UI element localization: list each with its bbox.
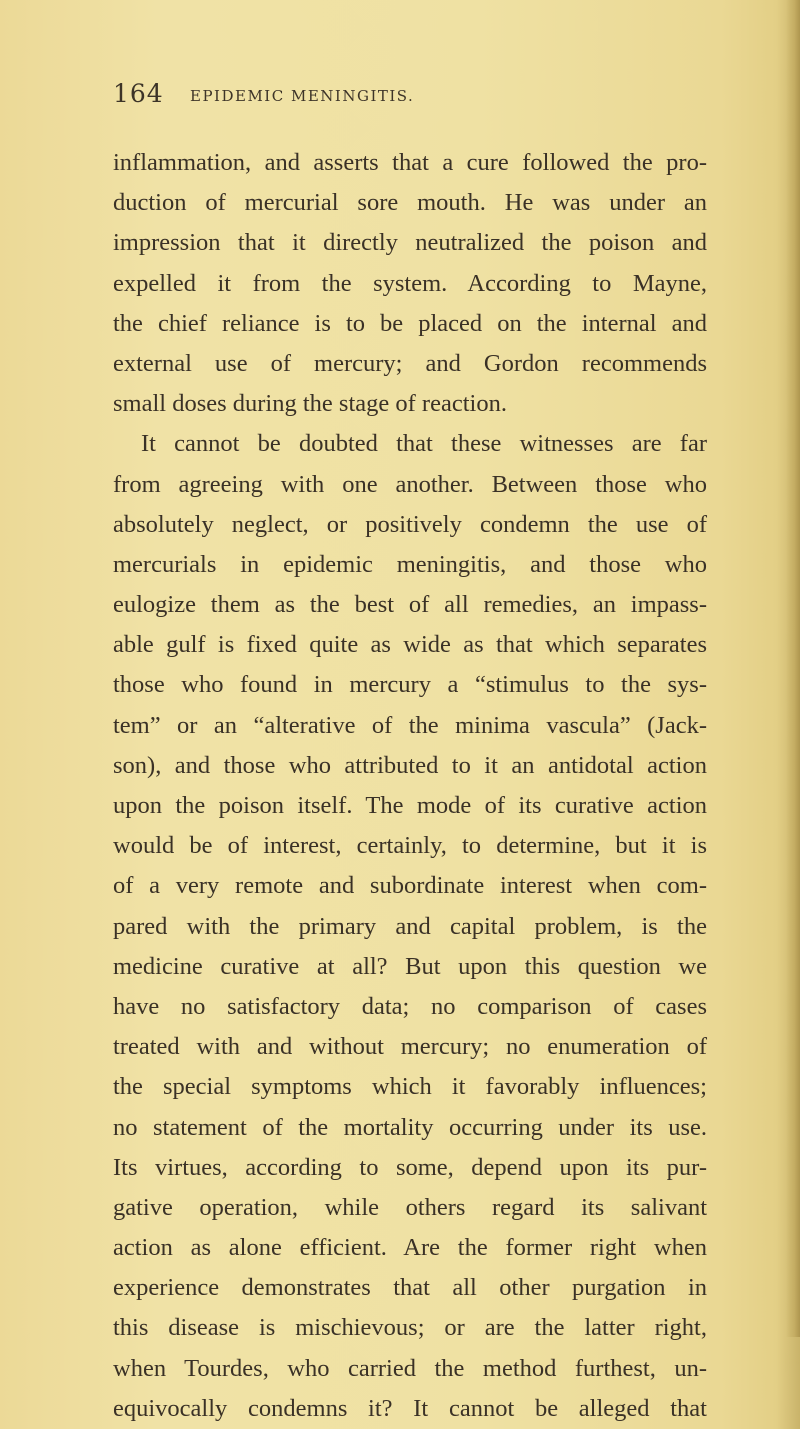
text-line: action as alone efficient. Are the former right when <box>113 1234 707 1262</box>
text-line: inflammation, and asserts that a cure followed the pro- <box>113 149 707 176</box>
text-line: from agreeing with one another. Between those who <box>113 470 707 498</box>
body-text <box>113 143 707 1429</box>
text-line: small doses during the stage of reaction. <box>113 390 507 418</box>
text-line: those who found in mercury a “stimulus to the sys- <box>113 671 707 699</box>
text-line: pared with the primary and capital problem, is the <box>113 912 707 940</box>
text-line: son), and those who attributed to it an antidotal action <box>113 751 707 779</box>
text-line: medicine curative at all? But upon this question we <box>113 952 707 980</box>
text-line: mercurials in epidemic meningitis, and those who <box>113 550 707 578</box>
text-line: no statement of the mortality occurring under its use. <box>113 1113 707 1141</box>
text-line: treated with and without mercury; no enumeration of <box>113 1033 707 1061</box>
paragraph <box>113 143 707 424</box>
page-number: 164 <box>113 79 164 108</box>
text-line: external use of mercury; and Gordon recommends <box>113 349 707 377</box>
text-line: absolutely neglect, or positively condemn the use of <box>113 510 707 538</box>
text-line: upon the poison itself. The mode of its curative action <box>113 792 707 819</box>
text-line: would be of interest, certainly, to determine, but it is <box>113 832 707 860</box>
text-line: equivocally condemns it? It cannot be alleged that <box>113 1394 707 1422</box>
text-line: impression that it directly neutralized the poison and <box>113 229 707 257</box>
text-line: tem” or an “alterative of the minima vascula” (Jack- <box>113 711 707 739</box>
text-line: when Tourdes, who carried the method furthest, un- <box>113 1354 707 1382</box>
text-line: eulogize them as the best of all remedies, an impass- <box>113 591 707 619</box>
text-line: Its virtues, according to some, depend upon its pur- <box>113 1153 707 1181</box>
running-title: EPIDEMIC MENINGITIS. <box>190 87 415 105</box>
text-line: able gulf is fixed quite as wide as that which separates <box>113 631 707 659</box>
text-line: the chief reliance is to be placed on the internal and <box>113 309 707 337</box>
text-line: have no satisfactory data; no comparison of cases <box>113 992 707 1020</box>
text-line: experience demonstrates that all other purgation in <box>113 1274 707 1302</box>
text-line: this disease is mischievous; or are the latter right, <box>113 1314 707 1342</box>
text-line: It cannot be doubted that these witnesses are far <box>141 430 707 458</box>
running-header <box>113 78 705 110</box>
paragraph <box>113 424 707 1429</box>
text-line: gative operation, while others regard its salivant <box>113 1193 707 1221</box>
text-line: of a very remote and subordinate interest when com- <box>113 872 707 900</box>
text-line: duction of mercurial sore mouth. He was under an <box>113 189 707 217</box>
text-line: expelled it from the system. According to Mayne, <box>113 269 707 297</box>
page-gutter-shadow <box>786 0 800 1337</box>
text-line: the special symptoms which it favorably influences; <box>113 1073 707 1101</box>
